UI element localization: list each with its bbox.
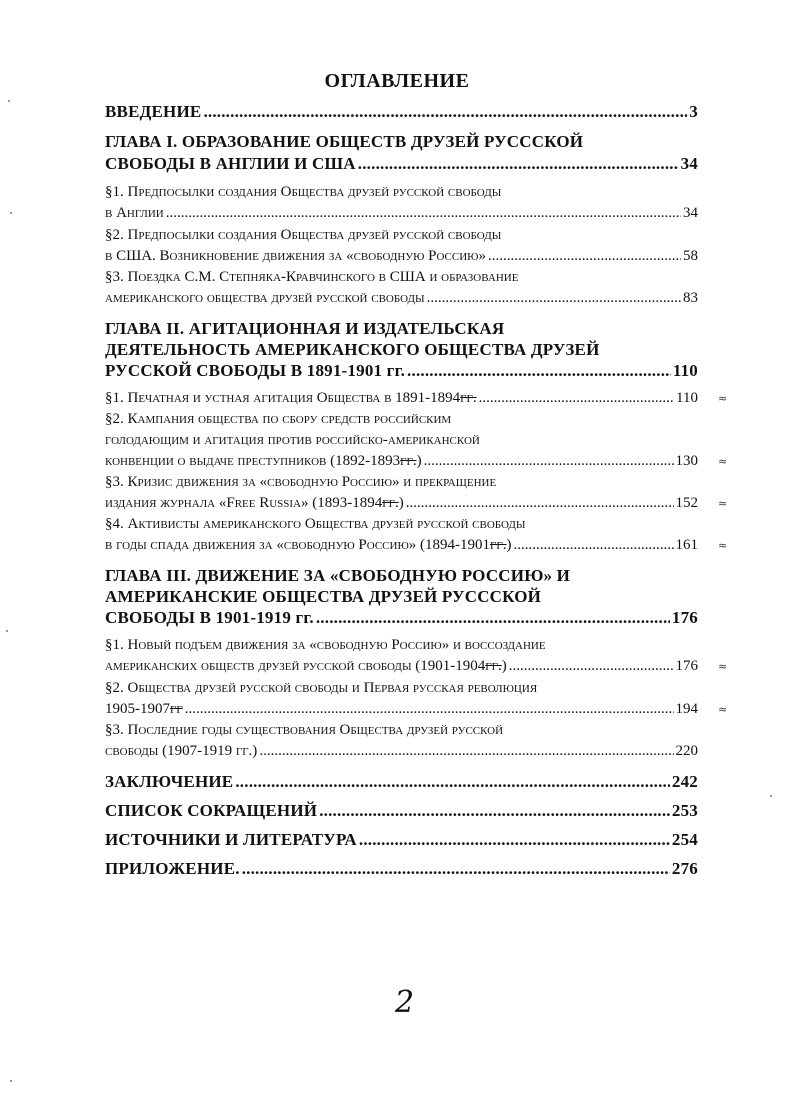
struck-text: гг. <box>485 658 502 674</box>
toc-entry-section-3-2[interactable] <box>105 701 698 718</box>
margin-pencil-mark: ≈ <box>718 703 728 716</box>
chapter-2-title-line: ГЛАВА II. АГИТАЦИОННАЯ И ИЗДАТЕЛЬСКАЯ <box>105 319 505 338</box>
toc-entry-label: ИСТОЧНИКИ И ЛИТЕРАТУРА <box>105 830 357 849</box>
dot-leader <box>427 290 681 307</box>
toc-entry-chapter-3[interactable] <box>105 608 698 628</box>
toc-page-number: 242 <box>671 772 698 791</box>
dot-leader <box>488 248 681 265</box>
toc-entry-section-1-3[interactable] <box>105 290 698 307</box>
section-2-3-line: §3. Кризис движения за «свободную Россию» и прекращение <box>105 474 497 490</box>
section-3-3-line: §3. Последние годы существования Общества друзей русской <box>105 722 504 738</box>
toc-entry-section-2-3[interactable] <box>105 495 698 512</box>
toc-entry-label: американских обществ друзей русской свободы (1901-1904гг.) <box>105 658 507 674</box>
toc-entry-label: конвенции о выдаче преступников (1892-1893гг.) <box>105 453 422 469</box>
dot-leader <box>407 361 671 381</box>
toc-entry-label: 1905-1907гг <box>105 701 183 717</box>
toc-page-number: 83 <box>683 290 698 306</box>
dot-leader <box>235 772 670 792</box>
toc-page-number: 176 <box>675 658 698 674</box>
toc-entry-chapter-2[interactable] <box>105 361 698 381</box>
dot-leader <box>513 537 673 554</box>
section-2-2-line: голодающим и агитация против российско-американской <box>105 432 480 448</box>
struck-text: гг. <box>382 495 399 511</box>
toc-entry-label: в Англии <box>105 205 164 221</box>
dot-leader <box>319 801 670 821</box>
section-1-3-line: §3. Поездка С.М. Степняка-Кравчинского в США и образование <box>105 269 519 285</box>
scan-speck <box>10 212 12 214</box>
toc-entry-conclusion[interactable] <box>105 772 698 792</box>
toc-entry-abbreviations[interactable] <box>105 801 698 821</box>
struck-text: гг <box>170 701 183 717</box>
toc-entry-label: американского общества друзей русской свободы <box>105 290 425 306</box>
toc-page-number: 130 <box>675 453 698 469</box>
toc-entry-chapter-1[interactable] <box>105 154 698 174</box>
toc-entry-label: свободы (1907-1919 гг.) <box>105 743 258 759</box>
margin-pencil-mark: ≈ <box>718 392 728 405</box>
toc-page-number: 194 <box>675 701 698 717</box>
scan-speck <box>10 1080 12 1082</box>
toc-entry-section-3-1[interactable] <box>105 658 698 675</box>
chapter-3-title-line: ГЛАВА III. ДВИЖЕНИЕ ЗА «СВОБОДНУЮ РОССИЮ» И <box>105 566 571 585</box>
toc-entry-label: в США. Возникновение движения за «свободную Россию» <box>105 248 486 264</box>
toc-page-number: 254 <box>671 830 698 849</box>
margin-pencil-mark: ≈ <box>718 660 728 673</box>
margin-pencil-mark: ≈ <box>718 497 728 510</box>
toc-entry-appendix[interactable] <box>105 859 698 879</box>
toc-entry-label: ЗАКЛЮЧЕНИЕ <box>105 772 234 791</box>
toc-entry-section-3-3[interactable] <box>105 743 698 760</box>
toc-entry-label: СПИСОК СОКРАЩЕНИЙ <box>105 801 318 820</box>
dot-leader <box>509 658 674 675</box>
toc-page-number: 276 <box>671 859 698 878</box>
section-3-1-line: §1. Новый подъем движения за «свободную Россию» и воссоздание <box>105 637 546 653</box>
toc-page-number: 110 <box>676 390 698 406</box>
chapter-1-title-line: ГЛАВА I. ОБРАЗОВАНИЕ ОБЩЕСТВ ДРУЗЕЙ РУСССКОЙ <box>105 132 584 151</box>
chapter-2-title-line: ДЕЯТЕЛЬНОСТЬ АМЕРИКАНСКОГО ОБЩЕСТВА ДРУЗЕЙ <box>105 340 600 359</box>
toc-page-number: 253 <box>671 801 698 820</box>
margin-pencil-mark: ≈ <box>718 455 728 468</box>
toc-entry-label: ПРИЛОЖЕНИЕ. <box>105 859 240 878</box>
toc-page-number: 176 <box>671 608 698 627</box>
margin-pencil-mark: ≈ <box>718 539 728 552</box>
dot-leader <box>259 743 673 760</box>
toc-entry-section-2-2[interactable] <box>105 453 698 470</box>
toc-entry-label: в годы спада движения за «свободную Россию» (1894-1901гг.) <box>105 537 512 553</box>
struck-text: гг. <box>460 390 477 406</box>
toc-entry-section-2-1[interactable] <box>105 390 698 407</box>
page-title: ОГЛАВЛЕНИЕ <box>324 70 470 92</box>
toc-entry-label: СВОБОДЫ В 1901-1919 гг. <box>105 608 314 627</box>
toc-page-number: 3 <box>689 102 698 121</box>
dot-leader <box>185 701 674 718</box>
dot-leader <box>203 102 687 122</box>
handwritten-page-number: 2 <box>395 985 415 1020</box>
dot-leader <box>424 453 674 470</box>
chapter-3-title-line: АМЕРИКАНСКИЕ ОБЩЕСТВА ДРУЗЕЙ РУСССКОЙ <box>105 587 542 606</box>
toc-page-number: 34 <box>683 205 698 221</box>
section-1-2-line: §2. Предпосылки создания Общества друзей русской свободы <box>105 227 502 243</box>
toc-page-number: 58 <box>683 248 698 264</box>
dot-leader <box>406 495 674 512</box>
toc-page-number: 152 <box>675 495 698 511</box>
dot-leader <box>242 859 670 879</box>
toc-page-number: 34 <box>680 154 698 173</box>
section-3-2-line: §2. Общества друзей русской свободы и Первая русская революция <box>105 680 538 696</box>
toc-entry-label: РУССКОЙ СВОБОДЫ В 1891-1901 гг. <box>105 361 406 380</box>
dot-leader <box>359 830 670 850</box>
dot-leader <box>316 608 670 628</box>
toc-entry-intro[interactable] <box>105 102 698 122</box>
toc-page-number: 220 <box>675 743 698 759</box>
scan-speck <box>6 630 8 632</box>
dot-leader <box>166 205 681 222</box>
struck-text: гг. <box>490 537 507 553</box>
toc-entry-label: СВОБОДЫ В АНГЛИИ И США <box>105 154 356 173</box>
dot-leader <box>479 390 674 407</box>
toc-entry-label: §1. Печатная и устная агитация Общества в 1891-1894гг. <box>105 390 477 406</box>
scan-speck <box>8 100 10 102</box>
scan-speck <box>770 795 772 797</box>
toc-entry-label: ВВЕДЕНИЕ <box>105 102 202 121</box>
toc-entry-sources[interactable] <box>105 830 698 850</box>
toc-page-number: 110 <box>672 361 698 380</box>
toc-entry-section-2-4[interactable] <box>105 537 698 554</box>
struck-text: гг. <box>400 453 417 469</box>
toc-entry-section-1-2[interactable] <box>105 248 698 265</box>
dot-leader <box>358 154 679 174</box>
toc-entry-label: издания журнала «Free Russia» (1893-1894гг.) <box>105 495 404 511</box>
section-2-2-line: §2. Кампания общества по сбору средств российским <box>105 411 452 427</box>
section-2-4-line: §4. Активисты американского Общества друзей русской свободы <box>105 516 526 532</box>
toc-page-number: 161 <box>675 537 698 553</box>
section-1-1-line: §1. Предпосылки создания Общества друзей русской свободы <box>105 184 502 200</box>
toc-entry-section-1-1[interactable] <box>105 205 698 222</box>
